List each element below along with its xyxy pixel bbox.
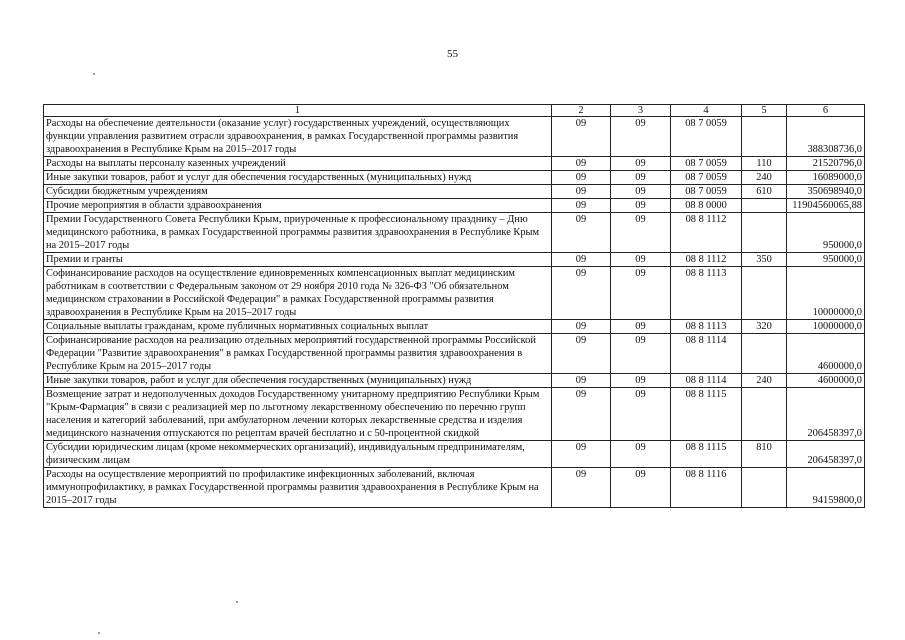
row-subsection-cell: 09 bbox=[611, 267, 671, 320]
table-row bbox=[44, 374, 865, 388]
row-section-cell: 09 bbox=[552, 171, 611, 185]
row-amount-cell: 206458397,0 bbox=[787, 388, 865, 441]
row-expense-type-cell bbox=[742, 388, 787, 441]
table-row bbox=[44, 157, 865, 171]
row-name-cell: Расходы на обеспечение деятельности (оказание услуг) государственных учреждений, осуществляющих функции управления развитием отрасли здравоохранения, в рамках Государственной программы развития здравоохранения в Республике Крым на 2015–2017 годы bbox=[44, 117, 552, 157]
row-amount-cell: 388308736,0 bbox=[787, 117, 865, 157]
row-subsection-cell: 09 bbox=[611, 468, 671, 508]
column-header-2: 2 bbox=[552, 105, 611, 117]
column-header-3: 3 bbox=[611, 105, 671, 117]
table-row bbox=[44, 388, 865, 441]
row-target-article-cell: 08 8 0000 bbox=[671, 199, 742, 213]
row-expense-type-cell: 350 bbox=[742, 253, 787, 267]
row-target-article-cell: 08 7 0059 bbox=[671, 157, 742, 171]
table-row bbox=[44, 468, 865, 508]
table-row bbox=[44, 441, 865, 468]
row-subsection-cell: 09 bbox=[611, 374, 671, 388]
row-subsection-cell: 09 bbox=[611, 388, 671, 441]
row-amount-cell: 11904560065,88 bbox=[787, 199, 865, 213]
row-name-cell: Премии и гранты bbox=[44, 253, 552, 267]
row-expense-type-cell bbox=[742, 267, 787, 320]
row-section-cell: 09 bbox=[552, 157, 611, 171]
row-target-article-cell: 08 8 1112 bbox=[671, 213, 742, 253]
row-target-article-cell: 08 7 0059 bbox=[671, 117, 742, 157]
row-name-cell: Прочие мероприятия в области здравоохранения bbox=[44, 199, 552, 213]
row-section-cell: 09 bbox=[552, 388, 611, 441]
row-subsection-cell: 09 bbox=[611, 185, 671, 199]
row-name-cell: Субсидии юридическим лицам (кроме некоммерческих организаций), индивидуальным предпринимателям, физическим лицам bbox=[44, 441, 552, 468]
row-name-cell: Иные закупки товаров, работ и услуг для обеспечения государственных (муниципальных) нужд bbox=[44, 374, 552, 388]
row-section-cell: 09 bbox=[552, 468, 611, 508]
table-row bbox=[44, 171, 865, 185]
row-subsection-cell: 09 bbox=[611, 199, 671, 213]
row-target-article-cell: 08 7 0059 bbox=[671, 171, 742, 185]
budget-table bbox=[43, 104, 865, 508]
table-row bbox=[44, 117, 865, 157]
column-header-1: 1 bbox=[44, 105, 552, 117]
row-expense-type-cell: 240 bbox=[742, 171, 787, 185]
row-name-cell: Иные закупки товаров, работ и услуг для обеспечения государственных (муниципальных) нужд bbox=[44, 171, 552, 185]
row-section-cell: 09 bbox=[552, 185, 611, 199]
table-row bbox=[44, 213, 865, 253]
column-header-6: 6 bbox=[787, 105, 865, 117]
row-subsection-cell: 09 bbox=[611, 441, 671, 468]
table-row bbox=[44, 185, 865, 199]
row-amount-cell: 950000,0 bbox=[787, 253, 865, 267]
row-section-cell: 09 bbox=[552, 117, 611, 157]
row-amount-cell: 950000,0 bbox=[787, 213, 865, 253]
row-name-cell: Субсидии бюджетным учреждениям bbox=[44, 185, 552, 199]
row-amount-cell: 4600000,0 bbox=[787, 334, 865, 374]
row-subsection-cell: 09 bbox=[611, 171, 671, 185]
row-amount-cell: 350698940,0 bbox=[787, 185, 865, 199]
row-expense-type-cell bbox=[742, 117, 787, 157]
row-target-article-cell: 08 8 1114 bbox=[671, 334, 742, 374]
table-row bbox=[44, 334, 865, 374]
row-expense-type-cell: 610 bbox=[742, 185, 787, 199]
row-name-cell: Расходы на осуществление мероприятий по профилактике инфекционных заболеваний, включая иммунопрофилактику, в рамках Государственной программы развития здравоохранения в Республике Крым на 2015–2017 годы bbox=[44, 468, 552, 508]
row-expense-type-cell bbox=[742, 213, 787, 253]
row-target-article-cell: 08 8 1115 bbox=[671, 388, 742, 441]
row-subsection-cell: 09 bbox=[611, 213, 671, 253]
table-row bbox=[44, 320, 865, 334]
row-amount-cell: 10000000,0 bbox=[787, 320, 865, 334]
row-target-article-cell: 08 8 1115 bbox=[671, 441, 742, 468]
row-subsection-cell: 09 bbox=[611, 117, 671, 157]
row-section-cell: 09 bbox=[552, 267, 611, 320]
scan-speck bbox=[98, 632, 100, 634]
scan-speck bbox=[93, 73, 95, 75]
table-row bbox=[44, 267, 865, 320]
table-row bbox=[44, 199, 865, 213]
column-header-4: 4 bbox=[671, 105, 742, 117]
row-expense-type-cell: 320 bbox=[742, 320, 787, 334]
row-target-article-cell: 08 8 1113 bbox=[671, 267, 742, 320]
row-subsection-cell: 09 bbox=[611, 253, 671, 267]
column-header-5: 5 bbox=[742, 105, 787, 117]
row-amount-cell: 4600000,0 bbox=[787, 374, 865, 388]
row-expense-type-cell: 110 bbox=[742, 157, 787, 171]
row-section-cell: 09 bbox=[552, 374, 611, 388]
row-name-cell: Софинансирование расходов на осуществление единовременных компенсационных выплат медицинским работникам в соответствии с Федеральным законом от 29 ноября 2010 года № 326-ФЗ "Об обязательном медицинском страховании в Российской Федерации" в рамках Государственной программы развития здравоохранения в Республике Крым на 2015–2017 годы bbox=[44, 267, 552, 320]
row-target-article-cell: 08 8 1114 bbox=[671, 374, 742, 388]
row-amount-cell: 21520796,0 bbox=[787, 157, 865, 171]
row-section-cell: 09 bbox=[552, 441, 611, 468]
table-header-row bbox=[44, 105, 865, 117]
row-target-article-cell: 08 8 1112 bbox=[671, 253, 742, 267]
row-target-article-cell: 08 8 1113 bbox=[671, 320, 742, 334]
row-name-cell: Социальные выплаты гражданам, кроме публичных нормативных социальных выплат bbox=[44, 320, 552, 334]
row-subsection-cell: 09 bbox=[611, 157, 671, 171]
row-amount-cell: 10000000,0 bbox=[787, 267, 865, 320]
table-row bbox=[44, 253, 865, 267]
row-expense-type-cell bbox=[742, 334, 787, 374]
row-section-cell: 09 bbox=[552, 320, 611, 334]
row-section-cell: 09 bbox=[552, 334, 611, 374]
row-section-cell: 09 bbox=[552, 199, 611, 213]
row-name-cell: Премии Государственного Совета Республики Крым, приуроченные к профессиональному празднику – Дню медицинского работника, в рамках Государственной программы развития здравоохранения в Республике Крым на 2015–2017 годы bbox=[44, 213, 552, 253]
row-amount-cell: 206458397,0 bbox=[787, 441, 865, 468]
scan-speck bbox=[236, 601, 238, 603]
row-target-article-cell: 08 8 1116 bbox=[671, 468, 742, 508]
row-expense-type-cell: 240 bbox=[742, 374, 787, 388]
row-subsection-cell: 09 bbox=[611, 334, 671, 374]
row-name-cell: Софинансирование расходов на реализацию отдельных мероприятий государственной программы Российской Федерации "Развитие здравоохранения" в рамках Государственной программы развития здравоохранения в Республике Крым на 2015–2017 годы bbox=[44, 334, 552, 374]
row-section-cell: 09 bbox=[552, 253, 611, 267]
row-name-cell: Возмещение затрат и недополученных доходов Государственному унитарному предприятию Республики Крым "Крым-Фармация" в связи с реализацией мер по льготному лекарственному обеспечению по перечню групп населения и категорий заболеваний, при амбулаторном лечении которых лекарственные средства и изделия медицинского назначения отпускаются по рецептам врачей бесплатно и с 50-процентной скидкой bbox=[44, 388, 552, 441]
row-amount-cell: 94159800,0 bbox=[787, 468, 865, 508]
row-expense-type-cell bbox=[742, 199, 787, 213]
row-subsection-cell: 09 bbox=[611, 320, 671, 334]
row-section-cell: 09 bbox=[552, 213, 611, 253]
page-number: 55 bbox=[447, 48, 458, 60]
row-expense-type-cell: 810 bbox=[742, 441, 787, 468]
row-target-article-cell: 08 7 0059 bbox=[671, 185, 742, 199]
row-name-cell: Расходы на выплаты персоналу казенных учреждений bbox=[44, 157, 552, 171]
row-expense-type-cell bbox=[742, 468, 787, 508]
row-amount-cell: 16089000,0 bbox=[787, 171, 865, 185]
